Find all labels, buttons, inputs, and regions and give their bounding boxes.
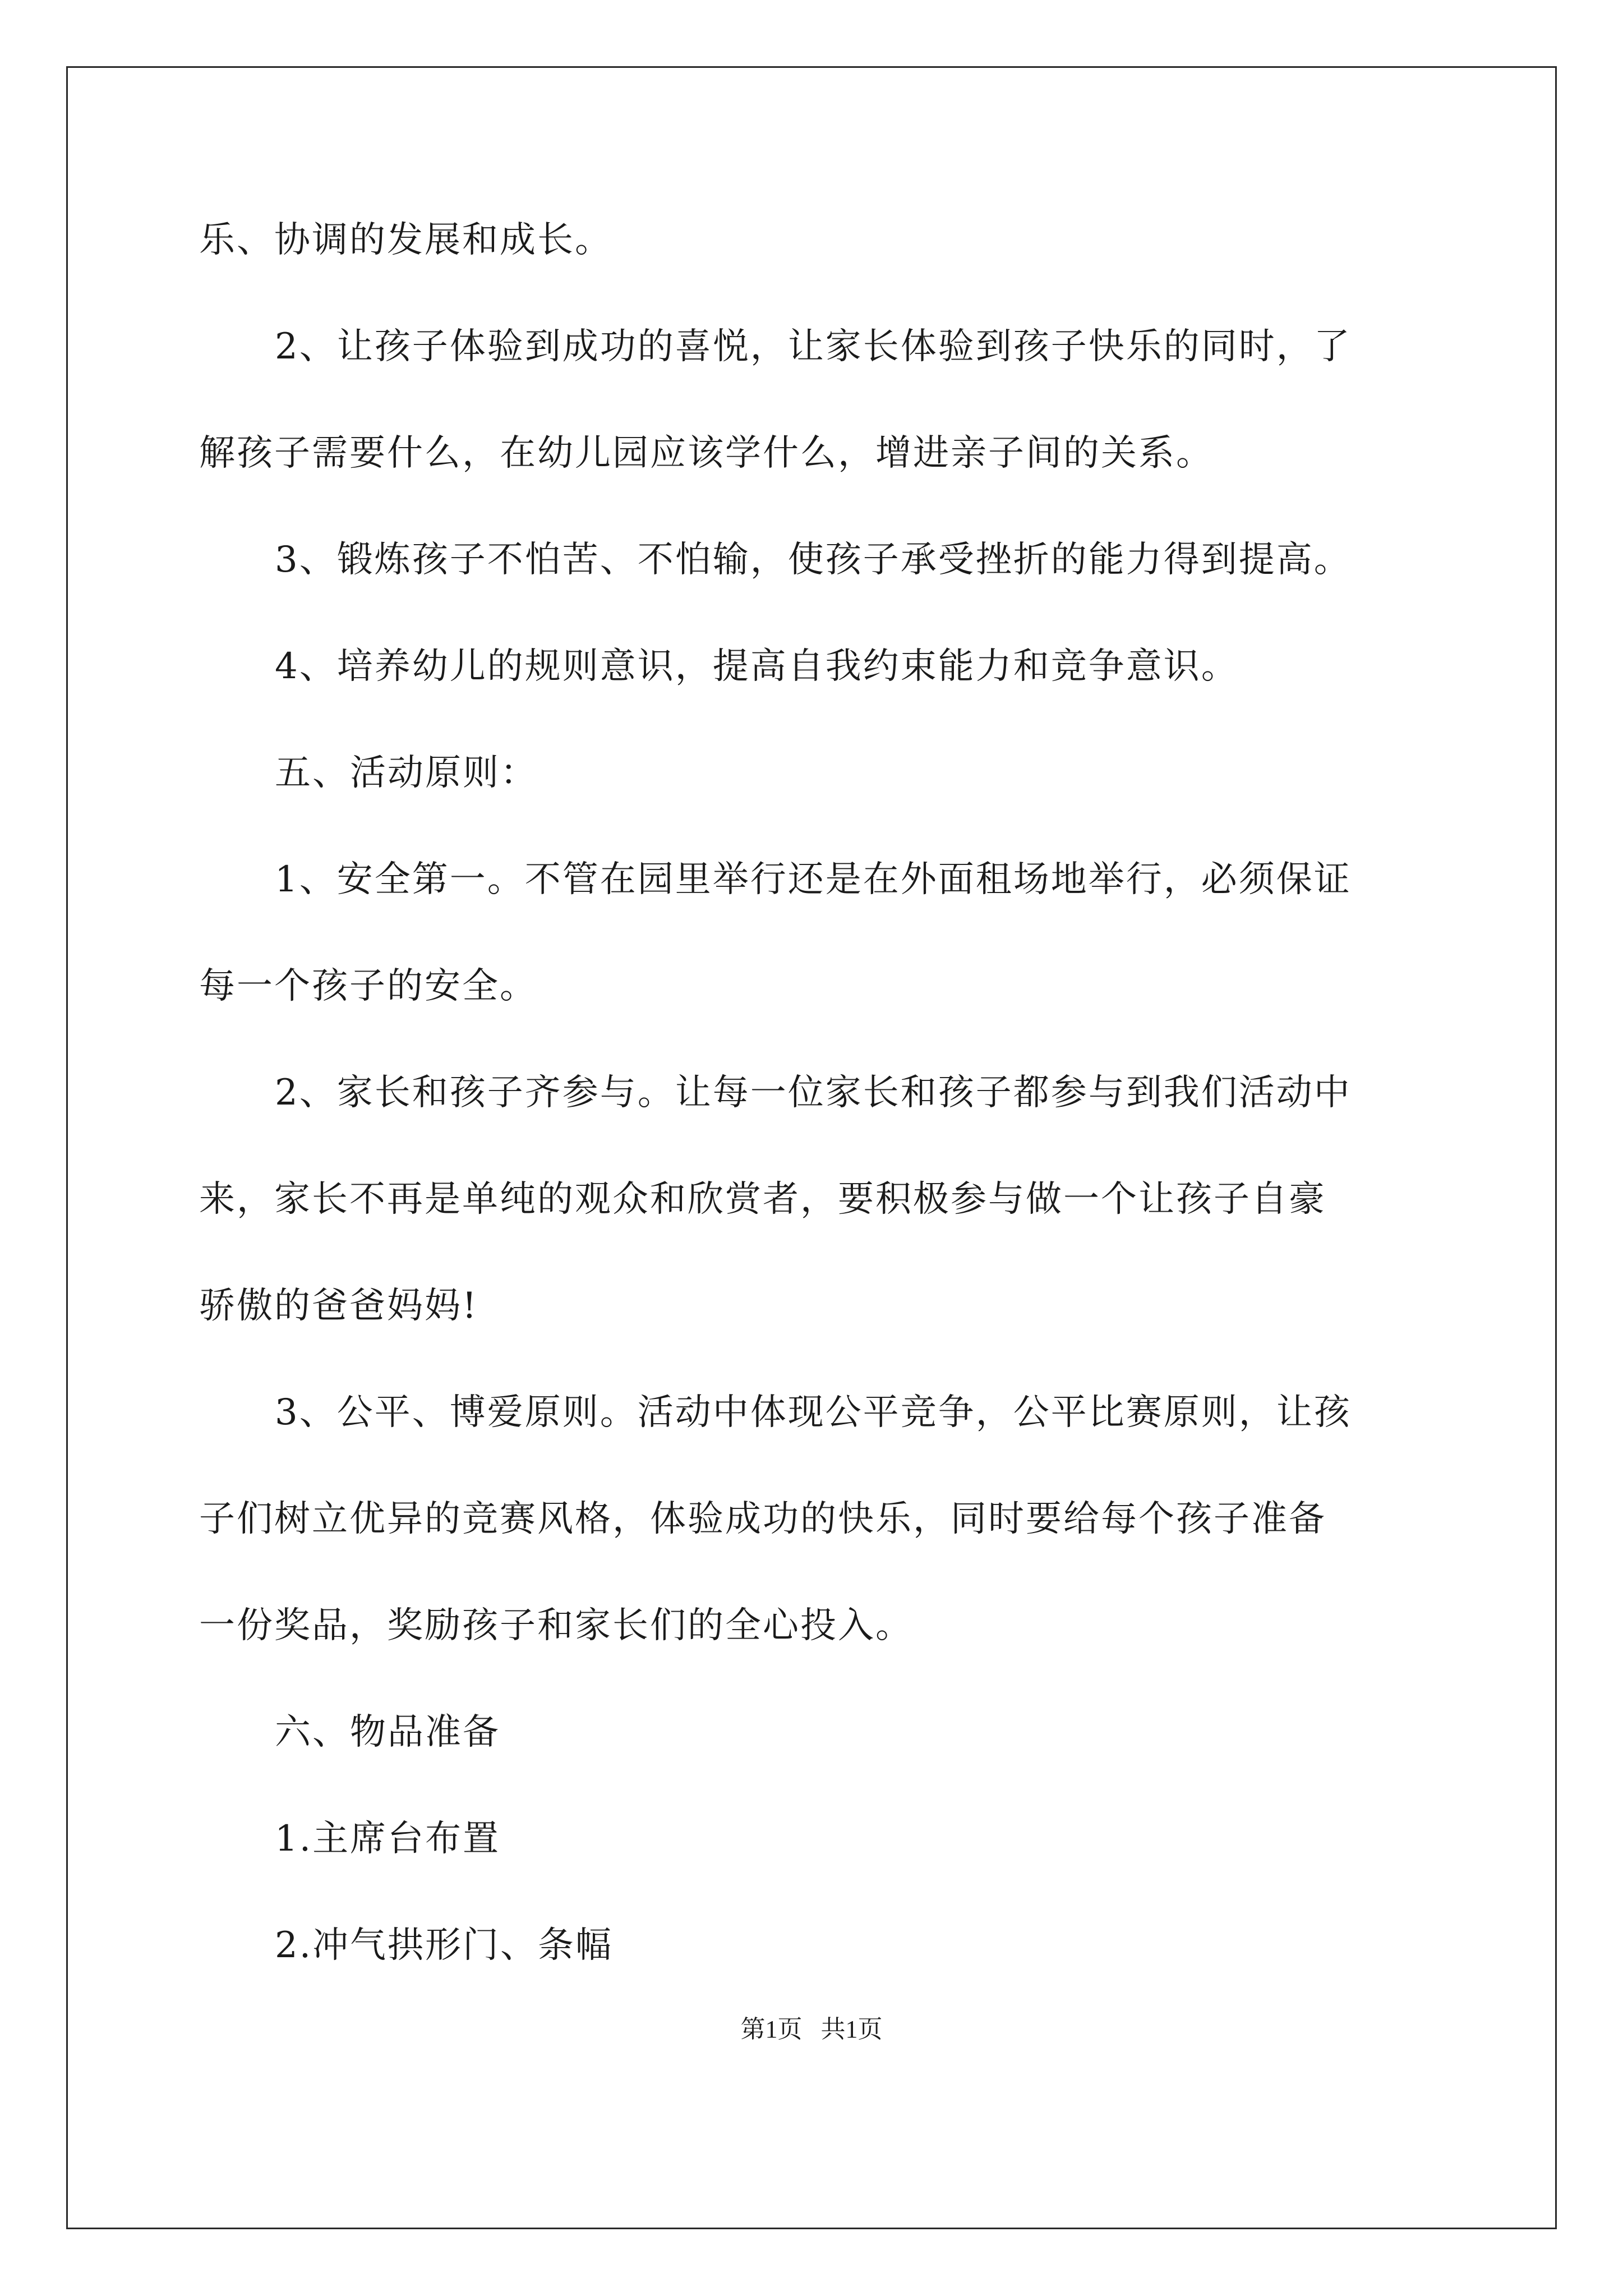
text-line: 3、锻炼孩子不怕苦、不怕输，使孩子承受挫折的能力得到提高。: [275, 539, 1352, 581]
text-line: 一份奖品，奖励孩子和家长们的全心投入。: [199, 1605, 913, 1646]
list-item: 1.主席台布置: [275, 1818, 501, 1860]
text-line: 子们树立优异的竞赛风格，体验成功的快乐，同时要给每个孩子准备: [199, 1498, 1326, 1540]
text-line: 每一个孩子的安全。: [199, 965, 537, 1007]
list-item: 2.冲气拱形门、条幅: [275, 1925, 614, 1966]
page-border: [66, 66, 1557, 2229]
text-line: 4、培养幼儿的规则意识，提高自我约束能力和竞争意识。: [275, 646, 1239, 687]
text-line: 2、让孩子体验到成功的喜悦，让家长体验到孩子快乐的同时，了: [275, 326, 1352, 367]
text-line: 解孩子需要什么，在幼儿园应该学什么，增进亲子间的关系。: [199, 432, 1214, 474]
section-heading: 六、物品准备: [275, 1711, 500, 1753]
text-line: 2、家长和孩子齐参与。让每一位家长和孩子都参与到我们活动中: [275, 1072, 1352, 1114]
text-line: 1、安全第一。不管在园里举行还是在外面租场地举行，必须保证: [275, 859, 1352, 900]
section-heading: 五、活动原则：: [275, 752, 538, 794]
text-line: 来，家长不再是单纯的观众和欣赏者，要积极参与做一个让孩子自豪: [199, 1179, 1326, 1220]
text-line: 乐、协调的发展和成长。: [199, 219, 612, 261]
page-footer: 第1页 共1页: [740, 2016, 883, 2043]
text-line: 骄傲的爸爸妈妈!: [199, 1285, 478, 1327]
text-line: 3、公平、博爱原则。活动中体现公平竞争，公平比赛原则，让孩: [275, 1392, 1352, 1433]
